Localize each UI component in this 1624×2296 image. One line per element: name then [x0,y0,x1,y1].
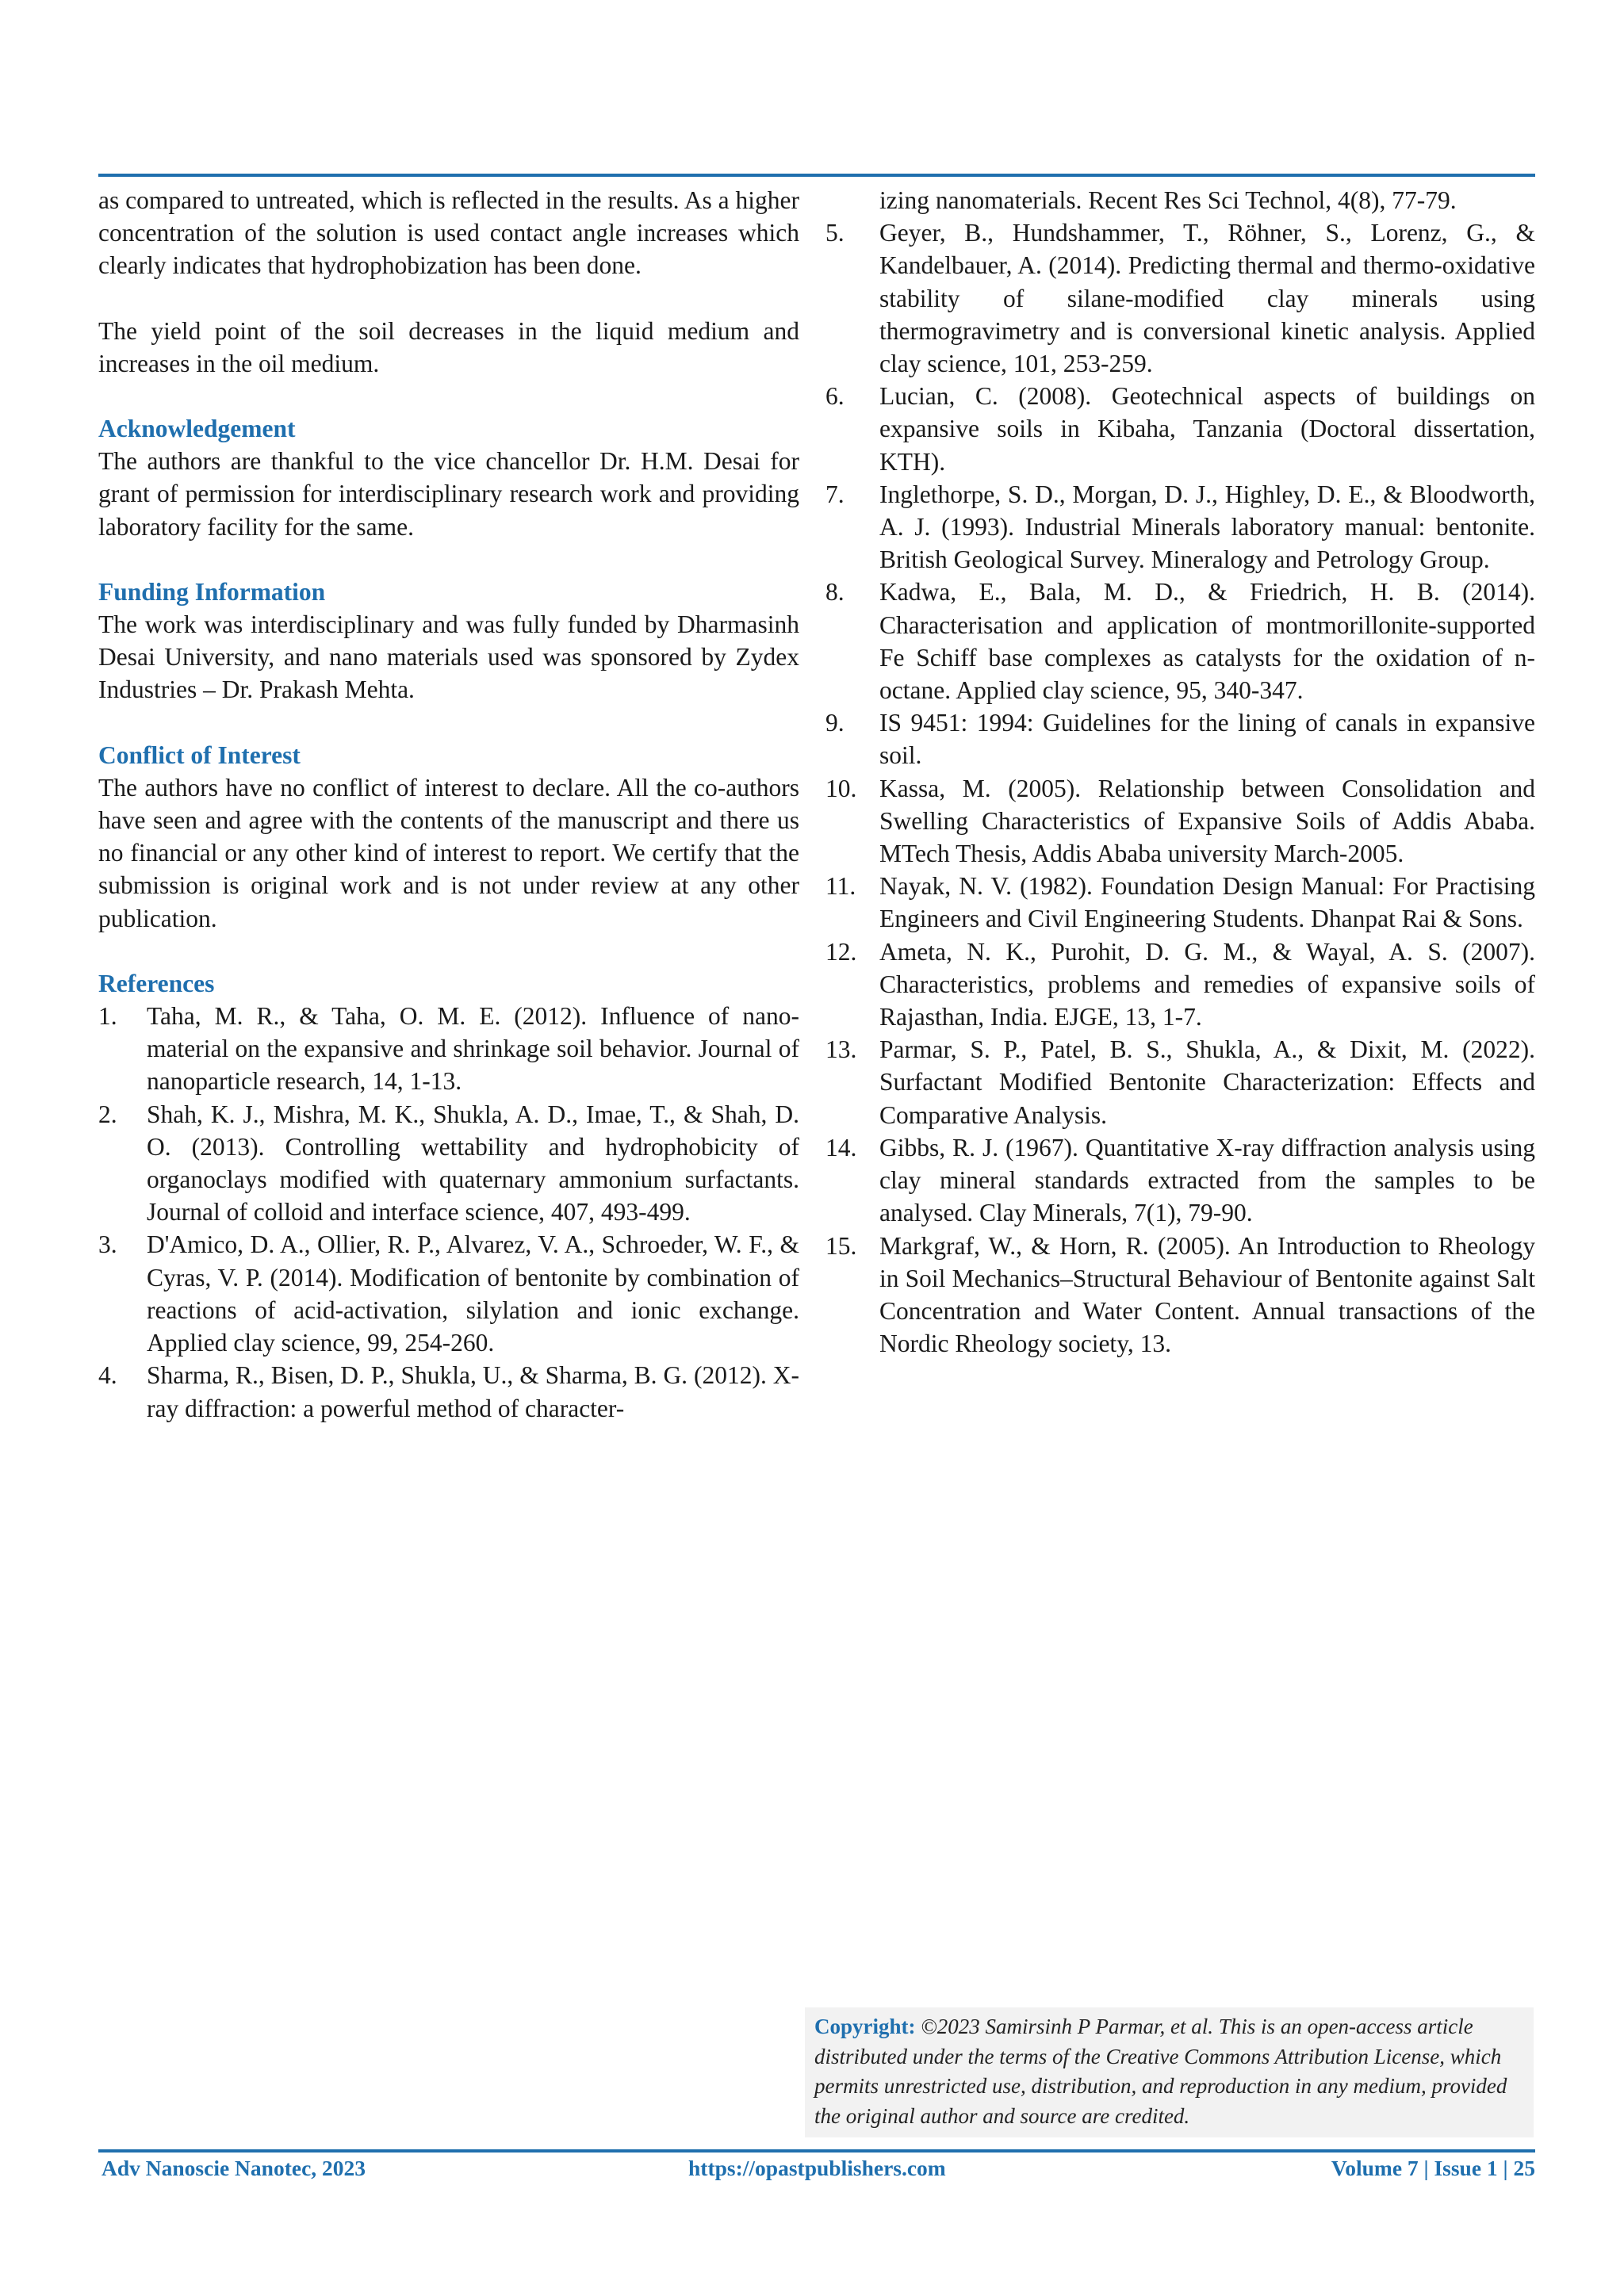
conclusion-paragraph-1: as compared to untreated, which is reflected in the results. As a higher concentration of the solution is used contact angle increases which clearly indicates that hydrophobization has been done. [98,186,799,280]
reference-continuation: izing nanomaterials. Recent Res Sci Technol, 4(8), 77-79. [879,186,1457,214]
reference-text: IS 9451: 1994: Guidelines for the lining of canals in expansive soil. [879,709,1535,770]
reference-item [825,478,1535,576]
footer-rule [98,2149,1535,2152]
header-rule [98,174,1535,177]
funding-heading: Funding Information [98,577,326,606]
reference-item [825,706,1535,771]
reference-text: Lucian, C. (2008). Geotechnical aspects of buildings on expansive soils in Kibaha, Tanzania (Doctoral dissertation, KTH). [879,382,1535,476]
reference-item [825,576,1535,706]
conclusion-paragraph-2: The yield point of the soil decreases in the liquid medium and increases in the oil medium. [98,316,799,377]
reference-text: Taha, M. R., & Taha, O. M. E. (2012). Influence of nano-material on the expansive and shrinkage soil behavior. Journal of nanoparticle research, 14, 1-13. [147,1002,799,1096]
reference-item [825,380,1535,478]
references-heading: References [98,969,215,997]
reference-text: Ameta, N. K., Purohit, D. G. M., & Wayal, A. S. (2007). Characteristics, problems and remedies of expansive soils of Rajasthan, India. EJGE, 13, 1-7. [879,937,1535,1031]
left-column [98,184,799,1425]
reference-number: 14. [825,1133,857,1161]
reference-number: 11. [825,872,856,901]
reference-list-right [825,216,1535,1360]
copyright-text: ©2023 Samirsinh P Parmar, et al. This is an open-access article distributed under the terms of the Creative Commons Attribution License, which permits unrestricted use, distribution, and reproduction in any medium, provided the original author and source are credited. [814,2015,1507,2128]
reference-number: 3. [98,1230,117,1259]
footer-url-link[interactable]: https://opastpublishers.com [688,2156,946,2180]
reference-item [825,216,1535,380]
right-column [825,184,1535,1360]
reference-number: 12. [825,937,857,966]
reference-number: 8. [825,578,845,607]
reference-text: Inglethorpe, S. D., Morgan, D. J., Highley, D. E., & Bloodworth, A. J. (1993). Industrial Minerals laboratory manual: bentonite. British Geological Survey. Mineralogy and Petrology Group. [879,480,1535,574]
reference-item [825,1033,1535,1131]
reference-number: 10. [825,774,857,802]
funding-text: The work was interdisciplinary and was fully funded by Dharmasinh Desai University, and nano materials used was sponsored by Zydex Industries – Dr. Prakash Mehta. [98,610,799,704]
reference-item [98,1098,799,1229]
reference-item [825,772,1535,871]
copyright-box [805,2007,1534,2137]
reference-text: Nayak, N. V. (1982). Foundation Design Manual: For Practising Engineers and Civil Engineering Students. Dhanpat Rai & Sons. [879,872,1535,933]
reference-number: 13. [825,1035,857,1064]
reference-item [98,1228,799,1359]
conflict-text: The authors have no conflict of interest to declare. All the co-authors have seen and agree with the contents of the manuscript and there us no financial or any other kind of interest to report. We certify that the submission is original work and is not under review at any other publication. [98,773,799,932]
reference-number: 4. [98,1361,117,1390]
reference-text: Geyer, B., Hundshammer, T., Röhner, S., Lorenz, G., & Kandelbauer, A. (2014). Predicting thermal and thermo-oxidative stability of silane-modified clay minerals using thermogravimetry and is conversional kinetic analysis. Applied clay science, 101, 253-259. [879,219,1535,378]
copyright-label: Copyright: [814,2015,916,2038]
reference-item [825,1230,1535,1360]
reference-item [825,870,1535,935]
reference-number: 1. [98,1002,117,1031]
reference-item [825,936,1535,1034]
reference-list-left [98,1000,799,1425]
reference-text: Gibbs, R. J. (1967). Quantitative X-ray diffraction analysis using clay mineral standards extracted from the samples to be analysed. Clay Minerals, 7(1), 79-90. [879,1133,1535,1227]
reference-text: Parmar, S. P., Patel, B. S., Shukla, A., & Dixit, M. (2022). Surfactant Modified Bentonite Characterization: Effects and Comparative Analysis. [879,1035,1535,1129]
acknowledgement-text: The authors are thankful to the vice chancellor Dr. H.M. Desai for grant of permission for interdisciplinary research work and providing laboratory facility for the same. [98,447,799,541]
reference-number: 6. [825,382,845,411]
conflict-heading: Conflict of Interest [98,740,301,769]
reference-number: 15. [825,1231,857,1260]
footer-journal: Adv Nanoscie Nanotec, 2023 [102,2156,366,2180]
reference-number: 9. [825,709,845,737]
reference-text: Sharma, R., Bisen, D. P., Shukla, U., & Sharma, B. G. (2012). X-ray diffraction: a powerful method of character- [147,1361,799,1422]
reference-text: Markgraf, W., & Horn, R. (2005). An Introduction to Rheology in Soil Mechanics–Structural Behaviour of Bentonite against Salt Concentration and Water Content. Annual transactions of the Nordic Rheology society, 13. [879,1231,1535,1358]
reference-text: Shah, K. J., Mishra, M. K., Shukla, A. D., Imae, T., & Shah, D. O. (2013). Controlling wettability and hydrophobicity of organoclays modified with quaternary ammonium surfactants. Journal of colloid and interface science, 407, 493-499. [147,1100,799,1226]
acknowledgement-heading: Acknowledgement [98,415,296,443]
reference-number: 2. [98,1100,117,1128]
reference-number: 5. [825,219,845,247]
footer-volume: Volume 7 | Issue 1 | 25 [1331,2156,1535,2180]
reference-item [98,1000,799,1098]
reference-item [98,1359,799,1424]
reference-text: Kassa, M. (2005). Relationship between Consolidation and Swelling Characteristics of Expansive Soils of Addis Ababa. MTech Thesis, Addis Ababa university March-2005. [879,774,1535,868]
reference-item [825,1131,1535,1230]
reference-text: Kadwa, E., Bala, M. D., & Friedrich, H. B. (2014). Characterisation and application of montmorillonite-supported Fe Schiff base complexes as catalysts for the oxidation of n-octane. Applied clay science, 95, 340-347. [879,578,1535,705]
reference-number: 7. [825,480,845,508]
reference-text: D'Amico, D. A., Ollier, R. P., Alvarez, V. A., Schroeder, W. F., & Cyras, V. P. (2014). Modification of bentonite by combination of reactions of acid-activation, silylation and ionic exchange. Applied clay science, 99, 254-260. [147,1230,799,1357]
